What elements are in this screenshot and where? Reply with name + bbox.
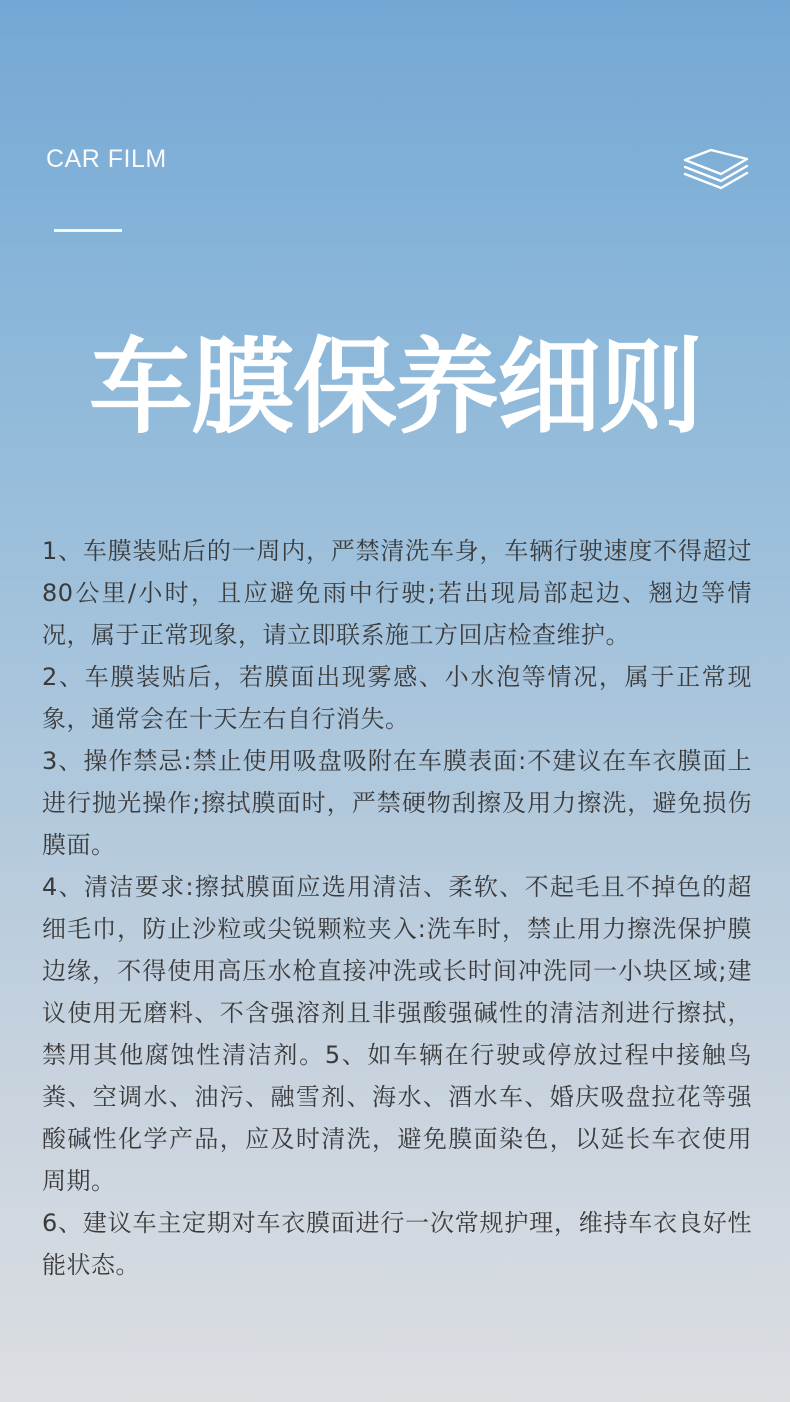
rule-paragraph-3: 3、操作禁忌:禁止使用吸盘吸附在车膜表面:不建议在车衣膜面上进行抛光操作;擦拭膜面时，严禁硬物刮擦及用力擦洗，避免损伤膜面。 bbox=[42, 747, 752, 859]
layers-icon bbox=[681, 148, 751, 192]
page-title: 车膜保养细则 bbox=[88, 326, 701, 448]
maintenance-rules bbox=[42, 530, 752, 1286]
rule-paragraph-6: 6、建议车主定期对车衣膜面进行一次常规护理，维持车衣良好性能状态。 bbox=[42, 1209, 752, 1279]
rule-paragraph-1: 1、车膜装贴后的一周内，严禁清洗车身，车辆行驶速度不得超过80公里/小时，且应避免雨中行驶;若出现局部起边、翘边等情况，属于正常现象，请立即联系施工方回店检查维护。 bbox=[42, 537, 752, 649]
brand-label: CAR FILM bbox=[46, 145, 167, 173]
rule-paragraph-2: 2、车膜装贴后，若膜面出现雾感、小水泡等情况，属于正常现象，通常会在十天左右自行消失。 bbox=[42, 663, 752, 733]
rule-paragraph-4: 4、清洁要求:擦拭膜面应选用清洁、柔软、不起毛且不掉色的超细毛巾，防止沙粒或尖锐颗粒夹入:洗车时，禁止用力擦洗保护膜边缘，不得使用高压水枪直接冲洗或长时间冲洗同一小块区域;建议使用无磨料、不含强溶剂且非强酸强碱性的清洁剂进行擦拭，禁用其他腐蚀性清洁剂。5、如车辆在行驶或停放过程中接触鸟粪、空调水、油污、融雪剂、海水、酒水车、婚庆吸盘拉花等强酸碱性化学产品，应及时清洗，避免膜面染色，以延长车衣使用周期。 bbox=[42, 873, 752, 1195]
brand-divider bbox=[54, 229, 122, 232]
